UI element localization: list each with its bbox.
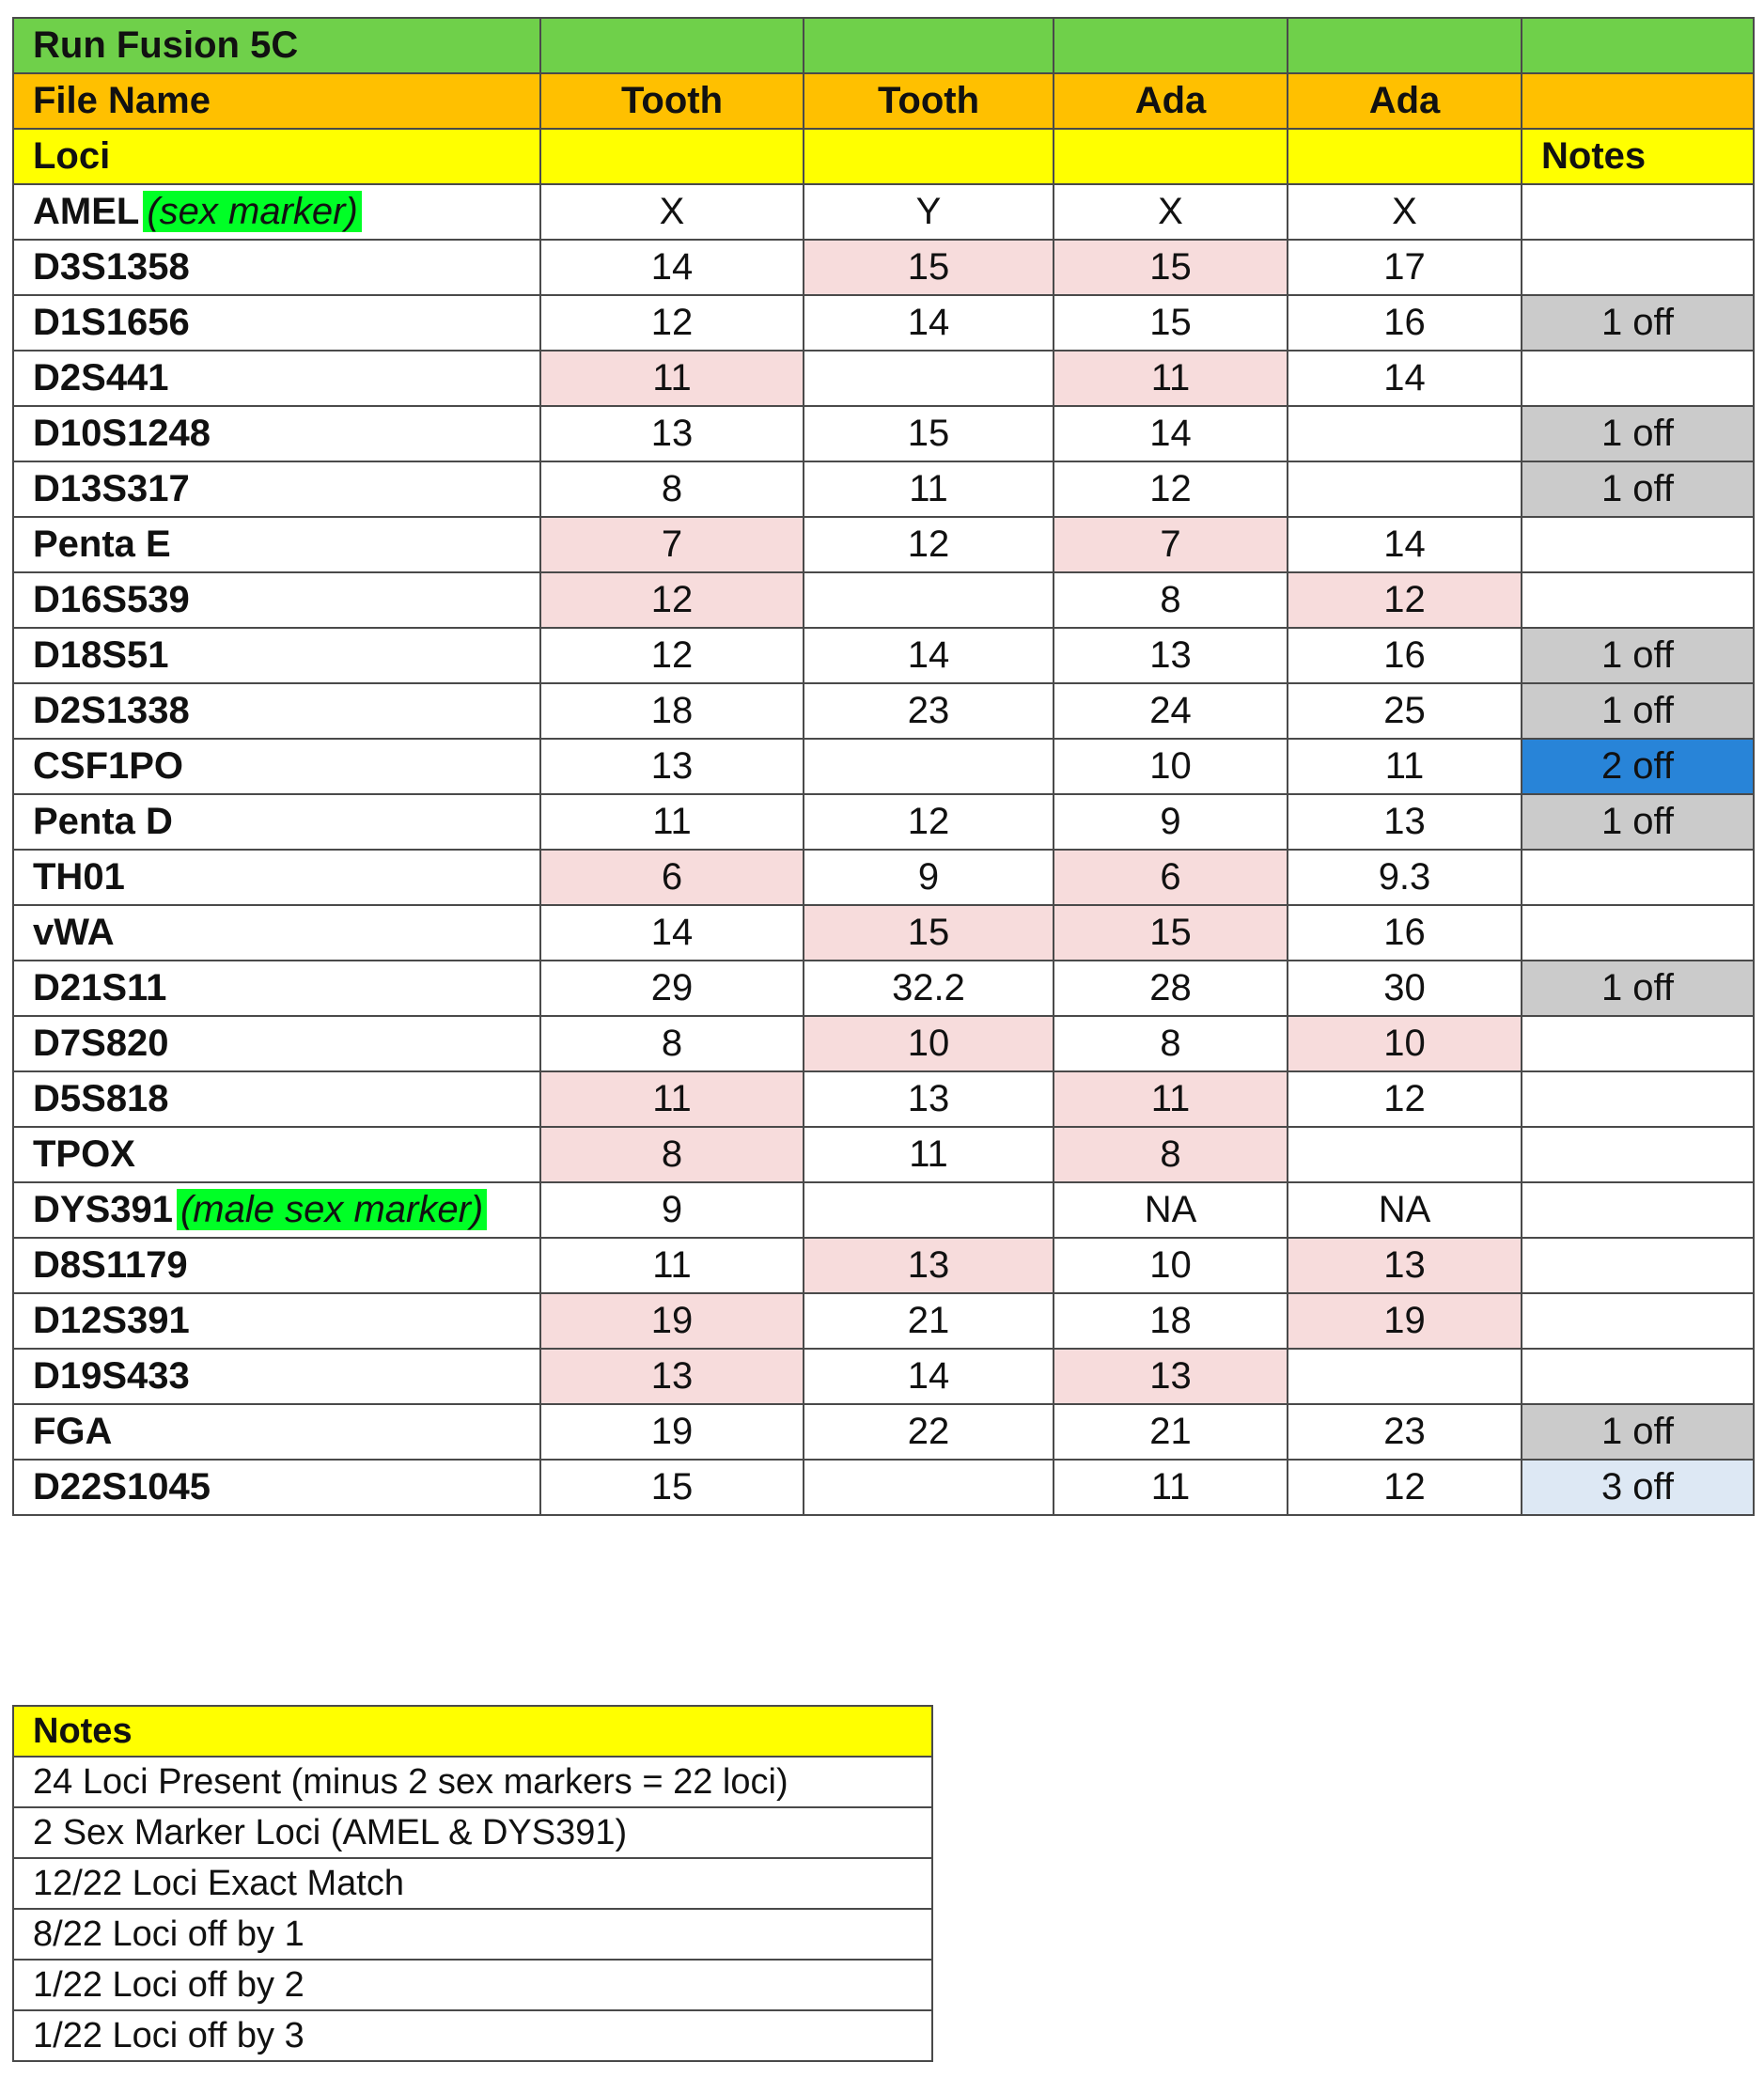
allele-cell: 8	[1054, 1016, 1288, 1071]
allele-cell: 7	[1054, 517, 1288, 572]
allele-cell: 13	[1054, 1349, 1288, 1404]
allele-cell: 14	[540, 240, 804, 295]
allele-cell: 13	[1288, 1238, 1522, 1293]
table-row	[13, 794, 1754, 850]
allele-cell: 25	[1288, 683, 1522, 739]
table-row	[13, 1071, 1754, 1127]
note-cell	[1522, 351, 1754, 406]
locus-name: vWA	[33, 912, 115, 953]
locus-name: TPOX	[33, 1133, 135, 1175]
table-row	[13, 628, 1754, 683]
locus-name-cell	[13, 184, 540, 240]
notes-line-row	[13, 1807, 932, 1858]
allele-cell: 15	[804, 406, 1054, 461]
table-body	[13, 18, 1754, 1515]
empty-cell	[540, 18, 804, 73]
allele-cell: 23	[804, 683, 1054, 739]
table-row	[13, 406, 1754, 461]
file-name-header: Tooth	[804, 73, 1054, 129]
sex-marker-tag: (sex marker)	[143, 191, 361, 232]
allele-cell: 9	[804, 850, 1054, 905]
table-row	[13, 517, 1754, 572]
empty-cell	[804, 129, 1054, 184]
allele-cell: 15	[804, 905, 1054, 961]
note-cell	[1522, 1293, 1754, 1349]
allele-cell: 15	[1054, 905, 1288, 961]
locus-name: D8S1179	[33, 1244, 188, 1286]
allele-cell: X	[540, 184, 804, 240]
locus-name: CSF1PO	[33, 745, 184, 787]
table-row	[13, 351, 1754, 406]
empty-cell	[1288, 129, 1522, 184]
note-cell	[1522, 240, 1754, 295]
locus-name-cell	[13, 683, 540, 739]
notes-column-label: Notes	[1522, 129, 1754, 184]
empty-cell	[1054, 18, 1288, 73]
allele-cell: 14	[1288, 517, 1522, 572]
notes-line-row	[13, 1757, 932, 1807]
allele-cell: 10	[1288, 1016, 1522, 1071]
locus-name: D2S441	[33, 357, 169, 398]
table-row	[13, 1127, 1754, 1182]
str-comparison-table	[12, 17, 1755, 1516]
locus-name: D19S433	[33, 1355, 190, 1397]
allele-cell: 11	[540, 351, 804, 406]
locus-name: D22S1045	[33, 1466, 211, 1508]
locus-name: D13S317	[33, 468, 190, 509]
allele-cell: 11	[804, 461, 1054, 517]
table-row	[13, 1460, 1754, 1515]
allele-cell: 13	[1288, 794, 1522, 850]
allele-cell: 13	[540, 1349, 804, 1404]
allele-cell: 6	[1054, 850, 1288, 905]
table-row	[13, 1404, 1754, 1460]
allele-cell: 13	[1054, 628, 1288, 683]
note-cell	[1522, 1071, 1754, 1127]
note-cell	[1522, 184, 1754, 240]
allele-cell: 11	[540, 1238, 804, 1293]
table-row	[13, 184, 1754, 240]
allele-cell: 6	[540, 850, 804, 905]
note-cell: 1 off	[1522, 1404, 1754, 1460]
note-cell: 3 off	[1522, 1460, 1754, 1515]
locus-name: D2S1338	[33, 690, 190, 731]
locus-name-cell	[13, 1016, 540, 1071]
locus-name-cell	[13, 1460, 540, 1515]
allele-cell: 21	[1054, 1404, 1288, 1460]
table-row	[13, 850, 1754, 905]
allele-cell	[804, 1182, 1054, 1238]
notes-summary-table	[12, 1705, 933, 2062]
table-row	[13, 905, 1754, 961]
allele-cell: X	[1054, 184, 1288, 240]
locus-name: D1S1656	[33, 302, 190, 343]
allele-cell	[1288, 461, 1522, 517]
file-name-header: Ada	[1054, 73, 1288, 129]
empty-cell	[804, 18, 1054, 73]
allele-cell: 9	[1054, 794, 1288, 850]
allele-cell: 11	[804, 1127, 1054, 1182]
allele-cell: 12	[1288, 1071, 1522, 1127]
allele-cell: 11	[540, 1071, 804, 1127]
allele-cell	[804, 1460, 1054, 1515]
table-row	[13, 240, 1754, 295]
allele-cell: 10	[1054, 739, 1288, 794]
notes-title-row	[13, 1706, 932, 1757]
allele-cell: 16	[1288, 295, 1522, 351]
note-cell: 1 off	[1522, 683, 1754, 739]
allele-cell: 14	[804, 628, 1054, 683]
empty-cell	[540, 129, 804, 184]
note-cell	[1522, 1349, 1754, 1404]
locus-name: Penta E	[33, 523, 171, 565]
note-cell: 1 off	[1522, 794, 1754, 850]
allele-cell: 18	[540, 683, 804, 739]
locus-name: Penta D	[33, 801, 173, 842]
allele-cell: 14	[804, 295, 1054, 351]
allele-cell: 14	[1288, 351, 1522, 406]
locus-name: D10S1248	[33, 413, 211, 454]
allele-cell: 11	[540, 794, 804, 850]
locus-name-cell	[13, 1182, 540, 1238]
allele-cell: 8	[1054, 1127, 1288, 1182]
allele-cell: 12	[804, 517, 1054, 572]
locus-name: FGA	[33, 1411, 113, 1452]
allele-cell: 30	[1288, 961, 1522, 1016]
allele-cell	[1288, 406, 1522, 461]
locus-name-cell	[13, 461, 540, 517]
allele-cell: 12	[1054, 461, 1288, 517]
locus-name: AMEL	[33, 191, 140, 232]
table-row	[13, 683, 1754, 739]
locus-name-cell	[13, 1349, 540, 1404]
locus-name-cell	[13, 572, 540, 628]
notes-line: 1/22 Loci off by 2	[13, 1960, 932, 2010]
allele-cell: 28	[1054, 961, 1288, 1016]
notes-line: 1/22 Loci off by 3	[13, 2010, 932, 2061]
notes-line: 24 Loci Present (minus 2 sex markers = 22 loci)	[13, 1757, 932, 1807]
table-row	[13, 572, 1754, 628]
locus-name-cell	[13, 517, 540, 572]
notes-line: 8/22 Loci off by 1	[13, 1909, 932, 1960]
locus-name-cell	[13, 628, 540, 683]
allele-cell: 21	[804, 1293, 1054, 1349]
allele-cell: NA	[1054, 1182, 1288, 1238]
note-cell	[1522, 1016, 1754, 1071]
allele-cell: 13	[804, 1238, 1054, 1293]
allele-cell: 11	[1054, 1460, 1288, 1515]
file-name-row	[13, 73, 1754, 129]
allele-cell: 10	[1054, 1238, 1288, 1293]
locus-name: D5S818	[33, 1078, 169, 1119]
allele-cell	[804, 351, 1054, 406]
allele-cell: 11	[1288, 739, 1522, 794]
notes-line-row	[13, 2010, 932, 2061]
allele-cell: 15	[804, 240, 1054, 295]
allele-cell: 13	[540, 406, 804, 461]
loci-label: Loci	[13, 129, 540, 184]
allele-cell: 13	[540, 739, 804, 794]
note-cell	[1522, 905, 1754, 961]
allele-cell: 32.2	[804, 961, 1054, 1016]
file-name-label: File Name	[13, 73, 540, 129]
allele-cell: 14	[1054, 406, 1288, 461]
locus-name-cell	[13, 1071, 540, 1127]
allele-cell: 11	[1054, 1071, 1288, 1127]
notes-line: 12/22 Loci Exact Match	[13, 1858, 932, 1909]
empty-cell	[1522, 73, 1754, 129]
table-row	[13, 1349, 1754, 1404]
allele-cell: 11	[1054, 351, 1288, 406]
allele-cell: 15	[540, 1460, 804, 1515]
allele-cell: 14	[540, 905, 804, 961]
note-cell: 1 off	[1522, 461, 1754, 517]
run-title-row	[13, 18, 1754, 73]
allele-cell: NA	[1288, 1182, 1522, 1238]
allele-cell: 24	[1054, 683, 1288, 739]
locus-name-cell	[13, 240, 540, 295]
table-row	[13, 1182, 1754, 1238]
locus-name-cell	[13, 961, 540, 1016]
locus-name: DYS391	[33, 1189, 173, 1230]
notes-line-row	[13, 1858, 932, 1909]
file-name-header: Tooth	[540, 73, 804, 129]
locus-name: D21S11	[33, 967, 167, 1008]
allele-cell: 17	[1288, 240, 1522, 295]
allele-cell: 10	[804, 1016, 1054, 1071]
note-cell: 2 off	[1522, 739, 1754, 794]
table-row	[13, 1293, 1754, 1349]
allele-cell: 23	[1288, 1404, 1522, 1460]
note-cell: 1 off	[1522, 628, 1754, 683]
allele-cell	[804, 572, 1054, 628]
allele-cell: 19	[1288, 1293, 1522, 1349]
note-cell	[1522, 1127, 1754, 1182]
locus-name: D7S820	[33, 1023, 169, 1064]
table-row	[13, 461, 1754, 517]
allele-cell	[1288, 1349, 1522, 1404]
locus-name-cell	[13, 794, 540, 850]
allele-cell	[804, 739, 1054, 794]
note-cell	[1522, 572, 1754, 628]
allele-cell	[1288, 1127, 1522, 1182]
allele-cell: 12	[540, 295, 804, 351]
allele-cell: 8	[1054, 572, 1288, 628]
allele-cell: 12	[1288, 1460, 1522, 1515]
allele-cell: 12	[804, 794, 1054, 850]
locus-name-cell	[13, 351, 540, 406]
locus-name-cell	[13, 850, 540, 905]
allele-cell: 22	[804, 1404, 1054, 1460]
allele-cell: 29	[540, 961, 804, 1016]
allele-cell: 15	[1054, 295, 1288, 351]
allele-cell: 16	[1288, 905, 1522, 961]
allele-cell: Y	[804, 184, 1054, 240]
locus-name: D18S51	[33, 634, 169, 676]
locus-name-cell	[13, 1127, 540, 1182]
loci-header-row	[13, 129, 1754, 184]
run-title: Run Fusion 5C	[13, 18, 540, 73]
allele-cell: 19	[540, 1293, 804, 1349]
notes-line-row	[13, 1909, 932, 1960]
table-row	[13, 1016, 1754, 1071]
locus-name-cell	[13, 1293, 540, 1349]
allele-cell: 15	[1054, 240, 1288, 295]
allele-cell: 18	[1054, 1293, 1288, 1349]
locus-name: D3S1358	[33, 246, 190, 288]
table-row	[13, 1238, 1754, 1293]
note-cell	[1522, 850, 1754, 905]
note-cell	[1522, 517, 1754, 572]
allele-cell: 16	[1288, 628, 1522, 683]
allele-cell: 7	[540, 517, 804, 572]
allele-cell: 19	[540, 1404, 804, 1460]
notes-line: 2 Sex Marker Loci (AMEL & DYS391)	[13, 1807, 932, 1858]
locus-name-cell	[13, 295, 540, 351]
locus-name: D12S391	[33, 1300, 190, 1341]
allele-cell: 8	[540, 461, 804, 517]
allele-cell: 12	[1288, 572, 1522, 628]
empty-cell	[1288, 18, 1522, 73]
notes-title: Notes	[13, 1706, 932, 1757]
table-row	[13, 295, 1754, 351]
allele-cell: 12	[540, 628, 804, 683]
locus-name: TH01	[33, 856, 125, 898]
locus-name-cell	[13, 1238, 540, 1293]
empty-cell	[1054, 129, 1288, 184]
note-cell	[1522, 1182, 1754, 1238]
notes-body	[13, 1706, 932, 2061]
locus-name-cell	[13, 1404, 540, 1460]
allele-cell: 9.3	[1288, 850, 1522, 905]
locus-name-cell	[13, 905, 540, 961]
note-cell: 1 off	[1522, 406, 1754, 461]
allele-cell: 12	[540, 572, 804, 628]
locus-name-cell	[13, 739, 540, 794]
allele-cell: 8	[540, 1127, 804, 1182]
locus-name: D16S539	[33, 579, 190, 620]
allele-cell: 14	[804, 1349, 1054, 1404]
table-row	[13, 961, 1754, 1016]
empty-cell	[1522, 18, 1754, 73]
file-name-header: Ada	[1288, 73, 1522, 129]
sex-marker-tag: (male sex marker)	[177, 1189, 487, 1230]
allele-cell: 8	[540, 1016, 804, 1071]
note-cell: 1 off	[1522, 961, 1754, 1016]
notes-line-row	[13, 1960, 932, 2010]
allele-cell: 9	[540, 1182, 804, 1238]
allele-cell: X	[1288, 184, 1522, 240]
note-cell: 1 off	[1522, 295, 1754, 351]
allele-cell: 13	[804, 1071, 1054, 1127]
locus-name-cell	[13, 406, 540, 461]
note-cell	[1522, 1238, 1754, 1293]
table-row	[13, 739, 1754, 794]
